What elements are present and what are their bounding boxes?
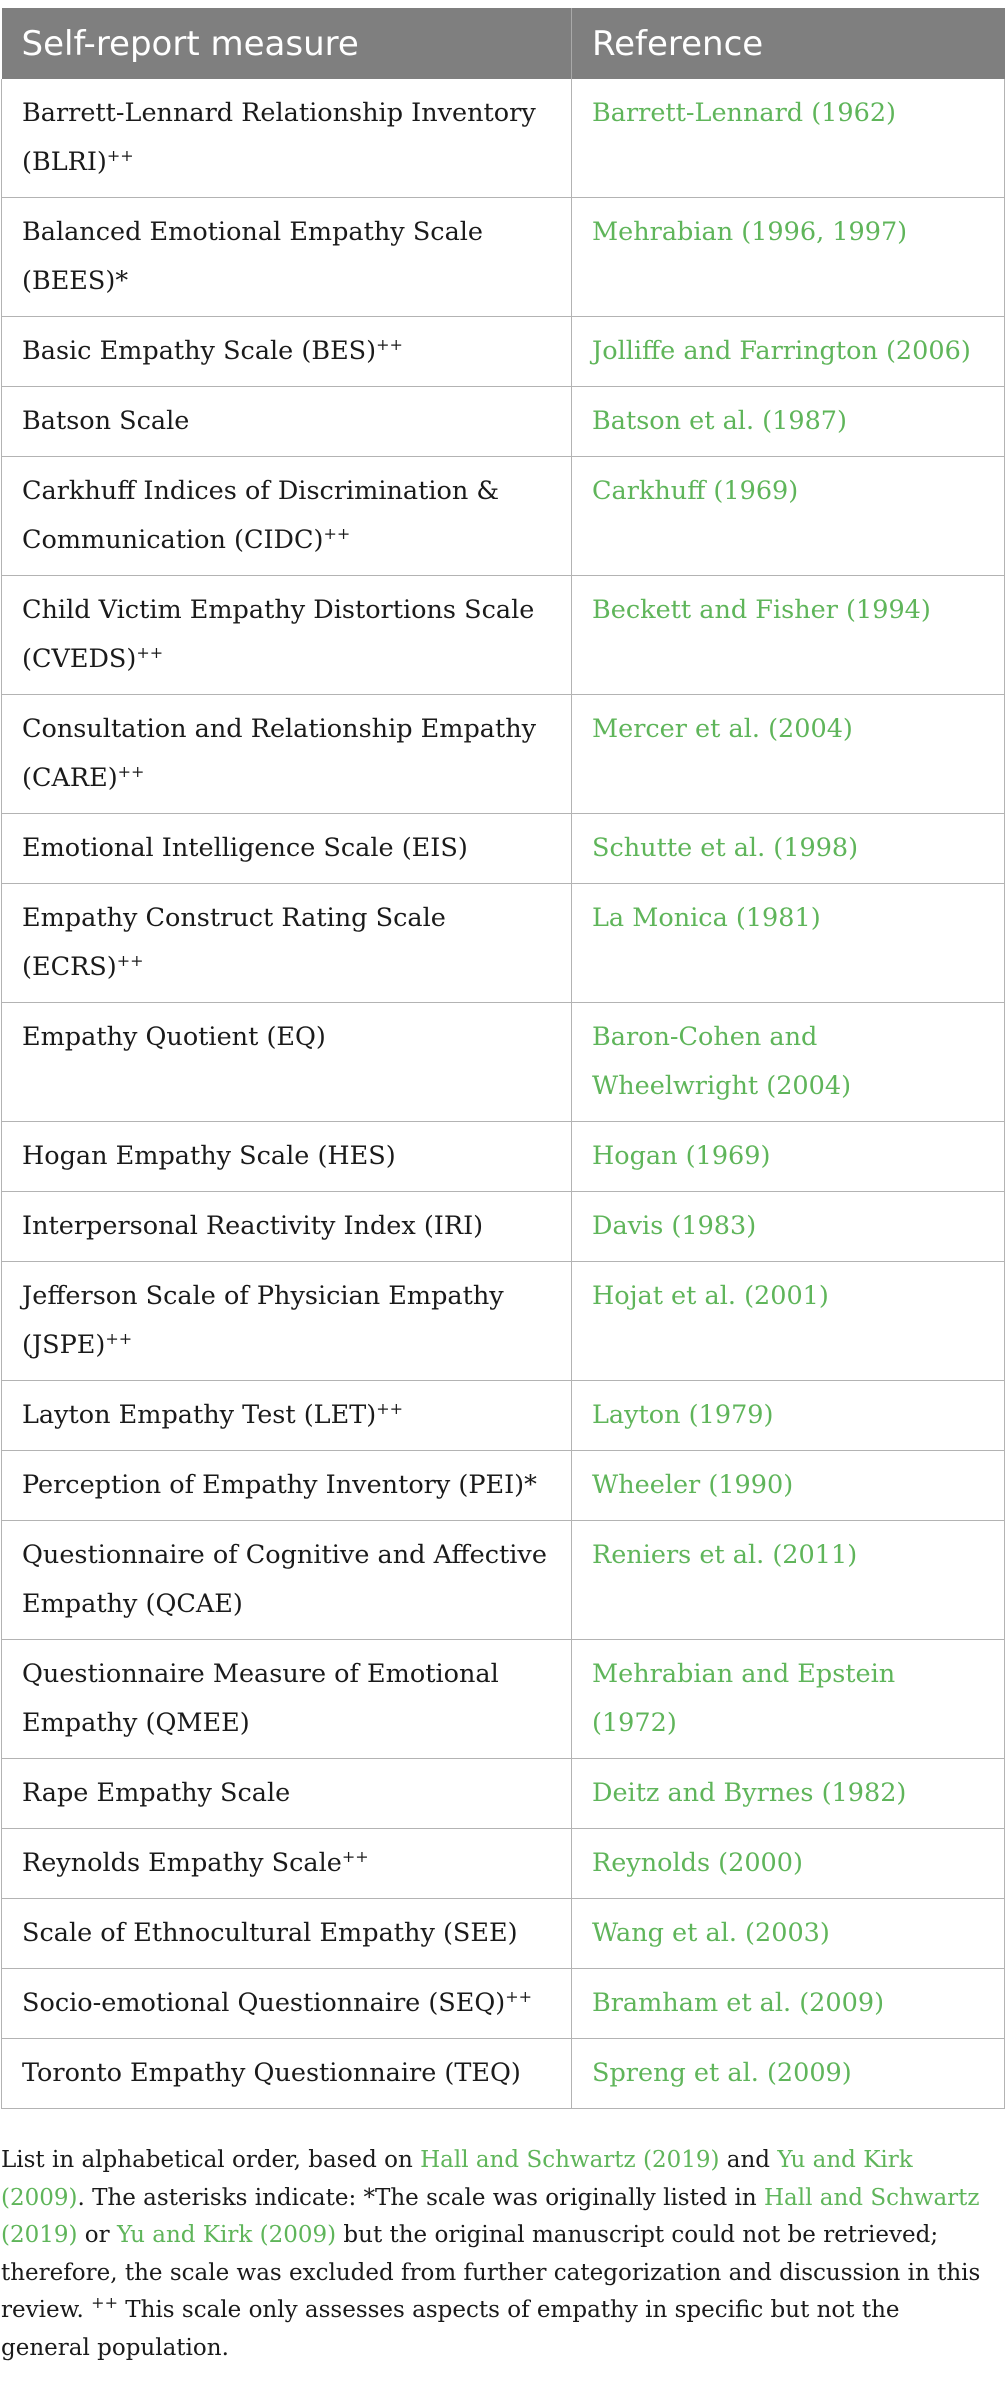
- empathy-measures-table: [1, 8, 1005, 2109]
- footnote-text: This scale only assesses aspects of empathy in specific but not the general population.: [1, 2297, 900, 2361]
- table-row: [2, 884, 1005, 1003]
- footnote-text: and: [719, 2147, 778, 2173]
- measure-cell: [2, 1192, 572, 1262]
- measure-name: Reynolds Empathy Scale: [22, 1848, 342, 1878]
- measure-cell: [2, 1381, 572, 1451]
- measure-name: Jefferson Scale of Physician Empathy (JSPE): [22, 1281, 504, 1360]
- asterisk-mark: *: [115, 266, 129, 296]
- reference-link[interactable]: Mehrabian (1996, 1997): [572, 198, 1005, 317]
- plus-plus-mark: ++: [323, 524, 351, 543]
- reference-link[interactable]: Barrett-Lennard (1962): [572, 79, 1005, 198]
- footnote-link[interactable]: Yu and Kirk (2009): [1, 2147, 913, 2211]
- table-row: [2, 198, 1005, 317]
- measure-cell: [2, 1759, 572, 1829]
- footnote-text: or: [77, 2222, 117, 2248]
- table-row: [2, 457, 1005, 576]
- reference-link[interactable]: Hojat et al. (2001): [572, 1262, 1005, 1381]
- measure-cell: [2, 576, 572, 695]
- table-row: [2, 1003, 1005, 1122]
- table-row: [2, 1640, 1005, 1759]
- table-header: [2, 8, 1005, 79]
- table-row: [2, 317, 1005, 387]
- table-footnote: [1, 2132, 999, 2367]
- table-row: [2, 2039, 1005, 2109]
- measure-cell: [2, 884, 572, 1003]
- reference-link[interactable]: Carkhuff (1969): [572, 457, 1005, 576]
- measure-name: Rape Empathy Scale: [22, 1778, 291, 1808]
- table-row: [2, 1451, 1005, 1521]
- measure-name: Empathy Construct Rating Scale (ECRS): [22, 903, 446, 982]
- reference-link[interactable]: Reniers et al. (2011): [572, 1521, 1005, 1640]
- reference-link[interactable]: Reynolds (2000): [572, 1829, 1005, 1899]
- reference-link[interactable]: Davis (1983): [572, 1192, 1005, 1262]
- footnote-mark: ++: [91, 2293, 118, 2312]
- measure-cell: [2, 457, 572, 576]
- reference-link[interactable]: Layton (1979): [572, 1381, 1005, 1451]
- measure-cell: [2, 198, 572, 317]
- table-row: [2, 1192, 1005, 1262]
- plus-plus-mark: ++: [376, 335, 403, 354]
- measure-name: Child Victim Empathy Distortions Scale (CVEDS): [22, 595, 535, 674]
- header-measure: Self-report measure: [2, 8, 572, 79]
- table-row: [2, 695, 1005, 814]
- measure-name: Questionnaire of Cognitive and Affective Empathy (QCAE): [22, 1540, 547, 1619]
- reference-link[interactable]: Mercer et al. (2004): [572, 695, 1005, 814]
- table-row: [2, 1521, 1005, 1640]
- table-row: [2, 576, 1005, 695]
- asterisk-mark: *: [524, 1470, 537, 1500]
- reference-link[interactable]: Schutte et al. (1998): [572, 814, 1005, 884]
- measure-name: Layton Empathy Test (LET): [22, 1400, 377, 1430]
- measure-cell: [2, 1640, 572, 1759]
- measure-name: Balanced Emotional Empathy Scale (BEES): [22, 217, 484, 296]
- plus-plus-mark: ++: [136, 643, 164, 662]
- measure-cell: [2, 1969, 572, 2039]
- table-row: [2, 387, 1005, 457]
- plus-plus-mark: ++: [105, 1329, 133, 1348]
- measure-name: Emotional Intelligence Scale (EIS): [22, 833, 468, 863]
- measure-cell: [2, 1262, 572, 1381]
- measure-name: Empathy Quotient (EQ): [22, 1022, 326, 1052]
- reference-link[interactable]: Batson et al. (1987): [572, 387, 1005, 457]
- reference-link[interactable]: Spreng et al. (2009): [572, 2039, 1005, 2109]
- measure-cell: [2, 387, 572, 457]
- reference-link[interactable]: Hogan (1969): [572, 1122, 1005, 1192]
- table-body: [2, 79, 1005, 2109]
- measure-cell: [2, 79, 572, 198]
- measure-name: Scale of Ethnocultural Empathy (SEE): [22, 1918, 518, 1948]
- footnote-link[interactable]: Hall and Schwartz (2019): [1, 2184, 980, 2248]
- measure-cell: [2, 1521, 572, 1640]
- measure-name: Toronto Empathy Questionnaire (TEQ): [22, 2058, 521, 2088]
- measure-name: Basic Empathy Scale (BES): [22, 336, 377, 366]
- footnote-text: List in alphabetical order, based on: [1, 2147, 421, 2173]
- footnote-text: but the original manuscript could not be retrieved; therefore, the scale was excluded from further categorization and discussion in this review.: [1, 2222, 981, 2323]
- footnote-link[interactable]: Hall and Schwartz (2019): [420, 2147, 720, 2173]
- table-row: [2, 1899, 1005, 1969]
- measure-name: Hogan Empathy Scale (HES): [22, 1141, 396, 1171]
- header-row: [2, 8, 1005, 79]
- footnote-text: . The asterisks indicate: *The scale was originally listed in: [77, 2184, 764, 2211]
- plus-plus-mark: ++: [116, 951, 144, 970]
- measure-name: Carkhuff Indices of Discrimination & Communication (CIDC): [22, 476, 500, 555]
- measure-name: Batson Scale: [22, 406, 190, 436]
- plus-plus-mark: ++: [341, 1847, 369, 1866]
- measure-name: Socio-emotional Questionnaire (SEQ): [22, 1988, 506, 2018]
- reference-link[interactable]: Wheeler (1990): [572, 1451, 1005, 1521]
- measure-cell: [2, 1122, 572, 1192]
- plus-plus-mark: ++: [376, 1399, 403, 1418]
- reference-link[interactable]: Wang et al. (2003): [572, 1899, 1005, 1969]
- table-row: [2, 1381, 1005, 1451]
- reference-link[interactable]: Beckett and Fisher (1994): [572, 576, 1005, 695]
- table-row: [2, 1969, 1005, 2039]
- plus-plus-mark: ++: [117, 762, 145, 781]
- table-row: [2, 1759, 1005, 1829]
- measure-cell: [2, 1829, 572, 1899]
- reference-link[interactable]: Mehrabian and Epstein (1972): [572, 1640, 1005, 1759]
- table-row: [2, 1829, 1005, 1899]
- header-reference: Reference: [572, 8, 1005, 79]
- reference-link[interactable]: La Monica (1981): [572, 884, 1005, 1003]
- reference-link[interactable]: Deitz and Byrnes (1982): [572, 1759, 1005, 1829]
- reference-link[interactable]: Bramham et al. (2009): [572, 1969, 1005, 2039]
- measure-name: Barrett-Lennard Relationship Inventory (BLRI): [22, 98, 536, 177]
- table-row: [2, 814, 1005, 884]
- measure-cell: [2, 2039, 572, 2109]
- plus-plus-mark: ++: [505, 1987, 533, 2006]
- measure-cell: [2, 814, 572, 884]
- table-row: [2, 1122, 1005, 1192]
- measure-cell: [2, 1451, 572, 1521]
- table-row: [2, 79, 1005, 198]
- table-row: [2, 1262, 1005, 1381]
- measure-name: Interpersonal Reactivity Index (IRI): [22, 1211, 484, 1241]
- plus-plus-mark: ++: [106, 146, 134, 165]
- measure-name: Perception of Empathy Inventory (PEI): [22, 1470, 525, 1500]
- measure-cell: [2, 1003, 572, 1122]
- measure-cell: [2, 317, 572, 387]
- reference-link[interactable]: Jolliffe and Farrington (2006): [572, 317, 1005, 387]
- footnote-link[interactable]: Yu and Kirk (2009): [116, 2222, 337, 2248]
- measure-name: Consultation and Relationship Empathy (CARE): [22, 714, 537, 793]
- measure-name: Questionnaire Measure of Emotional Empathy (QMEE): [22, 1659, 499, 1738]
- reference-link[interactable]: Baron-Cohen and Wheelwright (2004): [572, 1003, 1005, 1122]
- measure-cell: [2, 695, 572, 814]
- measure-cell: [2, 1899, 572, 1969]
